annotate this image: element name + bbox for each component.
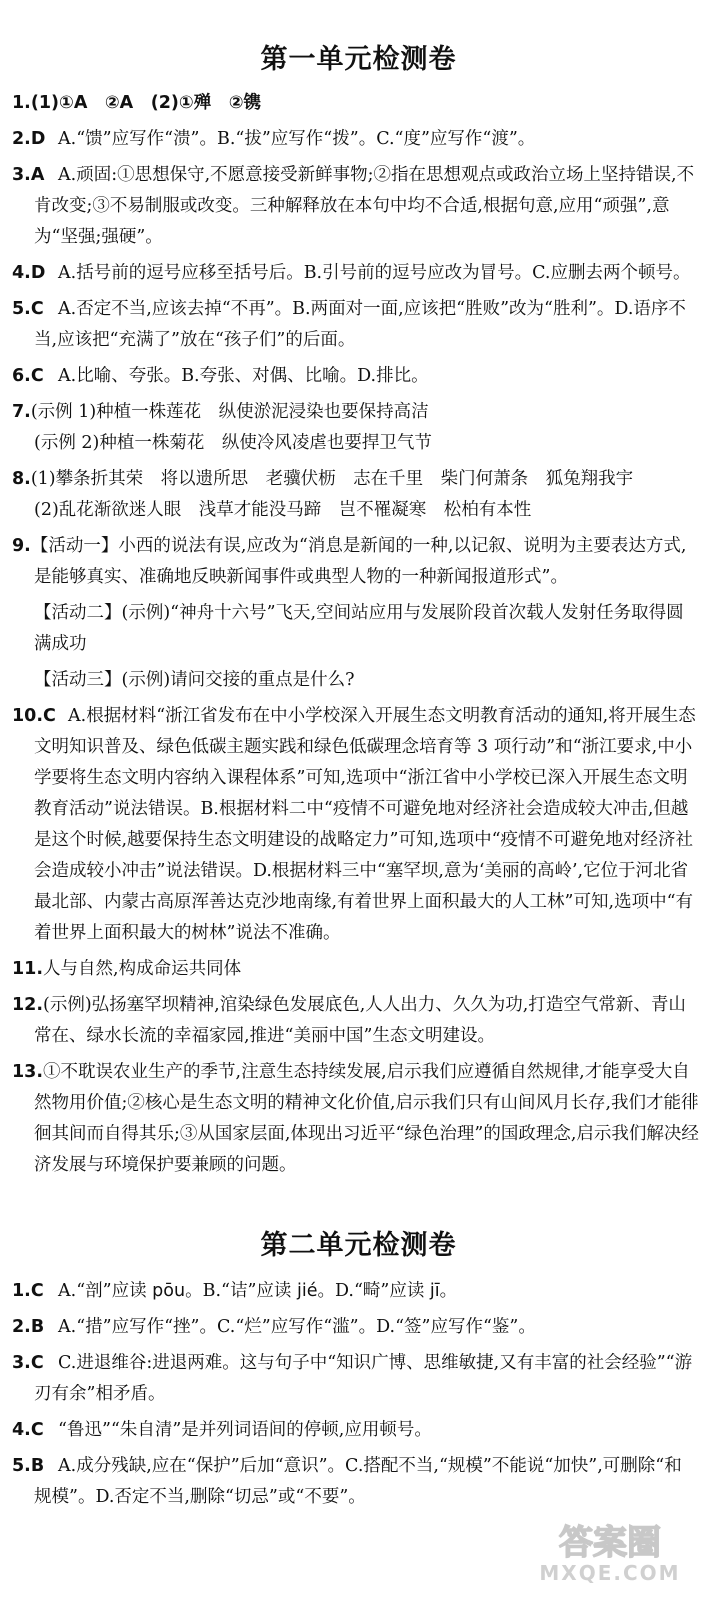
answer-10 (12, 701, 699, 949)
question-number: 4.C (12, 1420, 44, 1440)
answer-1 (12, 88, 699, 119)
answer-text: C.进退维谷:进退两难。这与句子中“知识广博、思维敏捷,又有丰富的社会经验”“游刃有余”相矛盾。 (34, 1353, 693, 1404)
answer-13 (12, 1057, 699, 1181)
answer-5 (12, 1451, 699, 1513)
answer-text: A.成分残缺,应在“保护”后加“意识”。C.搭配不当,“规模”不能说“加快”,可删除“和规模”。D.否定不当,删除“切忌”或“不要”。 (34, 1456, 682, 1507)
answer-text: (1)①A ②A (2)①殚 ②镌 (30, 93, 262, 113)
answer-text: A.“措”应写作“挫”。C.“烂”应写作“滥”。D.“签”应写作“鉴”。 (58, 1317, 536, 1337)
answer-4 (12, 258, 699, 289)
answer-7 (12, 397, 699, 428)
question-number: 2.B (12, 1317, 45, 1337)
answer-text: ①不耽误农业生产的季节,注意生态持续发展,启示我们应遵循自然规律,才能享受大自然物用价值;②核心是生态文明的精神文化价值,启示我们只有山间风月长存,我们才能徘徊其间而自得其乐;③从国家层面,体现出习近平“绿色治理”的国政理念,启示我们解决经济发展与环境保护要兼顾的问题。 (34, 1062, 699, 1175)
answer-text: A.否定不当,应该去掉“不再”。B.两面对一面,应该把“胜败”改为“胜利”。D.语序不当,应该把“充满了”放在“孩子们”的后面。 (34, 299, 686, 350)
answer-text: A.括号前的逗号应移至括号后。B.引号前的逗号应改为冒号。C.应删去两个顿号。 (58, 263, 691, 283)
answer-4 (12, 1415, 699, 1446)
answer-text: A.“馈”应写作“溃”。B.“拔”应写作“拨”。C.“度”应写作“渡”。 (58, 129, 536, 149)
question-number: 10.C (12, 706, 56, 726)
question-number: 4.D (12, 263, 46, 283)
answer-8 (12, 464, 699, 495)
answer-3 (12, 1348, 699, 1410)
question-number: 9. (12, 536, 31, 556)
question-number: 5.B (12, 1456, 45, 1476)
pinyin: pōu (152, 1281, 186, 1301)
watermark-url: MXQE.COM (539, 1561, 681, 1585)
answer-12 (12, 990, 699, 1052)
answer-5 (12, 294, 699, 356)
answer-1 (12, 1276, 699, 1307)
activity-1: 【活动一】小西的说法有误,应改为“消息是新闻的一种,以记叙、说明为主要表达方式,是能够真实、准确地反映新闻事件或典型人物的一种新闻报道形式”。 (30, 536, 687, 587)
pinyin: jī (429, 1281, 440, 1301)
answer-line: (示例 1)种植一株莲花 纵使淤泥浸染也要保持高洁 (30, 402, 429, 422)
question-number: 7. (12, 402, 31, 422)
question-number: 12. (12, 995, 44, 1015)
answer-text: A.比喻、夸张。B.夸张、对偶、比喻。D.排比。 (58, 366, 429, 386)
answer-text: A.根据材料“浙江省发布在中小学校深入开展生态文明教育活动的通知,将开展生态文明知识普及、绿色低碳主题实践和绿色低碳理念培育等 3 项行动”和“浙江要求,中小学要将生态文明内容纳入课程体系”可知,选项中“浙江省中小学校已深入开展生态文明教育活动”说法错误。B.根据材料二中“疫情不可避免地对经济社会造成较大冲击,但越是这个时候,越要保持生态文明建设的战略定力”可知,选项中“疫情不可避免地对经济社会造成较小冲击”说法错误。D.根据材料三中“塞罕坝,意为‘美丽的高岭’,它位于河北省最北部、内蒙古高原浑善达克沙地南缘,有着世界上面积最大的人工林”可知,选项中“有着世界上面积最大的树林”说法不准确。 (34, 706, 696, 943)
unit2-answers (12, 1276, 699, 1518)
answer-text: A.顽固:①思想保守,不愿意接受新鲜事物;②指在思想观点或政治立场上坚持错误,不肯改变;③不易制服或改变。三种解释放在本句中均不合适,根据句意,应用“顽强”,意为“坚强;强硬”。 (34, 165, 695, 247)
answer-line: (1)攀条折其荣 将以遗所思 老骥伏枥 志在千里 柴门何萧条 狐兔翔我宇 (30, 469, 634, 489)
question-number: 6.C (12, 366, 44, 386)
unit2-title: 第二单元检测卷 (260, 1230, 457, 1261)
question-number: 11. (12, 959, 44, 979)
answer-11 (12, 954, 699, 985)
activity-2: 【活动二】(示例)“神舟十六号”飞天,空间站应用与发展阶段首次载人发射任务取得圆满成功 (34, 603, 684, 654)
unit1-answers (12, 88, 699, 1186)
answer-text: A.“剖”应读 (58, 1281, 153, 1301)
answer-3 (12, 160, 699, 253)
watermark-logo (515, 1516, 705, 1586)
question-number: 1.C (12, 1281, 44, 1301)
answer-2 (12, 1312, 699, 1343)
question-number: 13. (12, 1062, 44, 1082)
answer-text: 。D.“畸”应读 (317, 1281, 430, 1301)
activity-3: 【活动三】(示例)请问交接的重点是什么? (34, 670, 355, 690)
unit1-title: 第一单元检测卷 (260, 44, 457, 75)
answer-7-line-2: (示例 2)种植一株菊花 纵使冷风凌虐也要捍卫气节 (34, 433, 432, 453)
answer-2 (12, 124, 699, 155)
answer-9 (12, 531, 699, 593)
question-number: 8. (12, 469, 31, 489)
question-number: 1. (12, 93, 31, 113)
question-number: 5.C (12, 299, 44, 319)
answer-text: (示例)弘扬塞罕坝精神,涫染绿色发展底色,人人出力、久久为功,打造空气常新、青山常在、绿水长流的幸福家园,推进“美丽中国”生态文明建设。 (34, 995, 686, 1046)
answer-text: 人与自然,构成命运共同体 (43, 959, 242, 979)
answer-6 (12, 361, 699, 392)
pinyin: jié (296, 1281, 318, 1301)
question-number: 3.C (12, 1353, 44, 1373)
answer-8-line-2: (2)乱花渐欲迷人眼 浅草才能没马蹄 岂不罹凝寒 松柏有本性 (34, 500, 532, 520)
question-number: 3.A (12, 165, 45, 185)
answer-text: 。 (439, 1281, 458, 1301)
answer-text: “鲁迅”“朱自清”是并列词语间的停顿,应用顿号。 (58, 1420, 432, 1440)
watermark-text: 答案圈 (559, 1523, 661, 1563)
question-number: 2.D (12, 129, 46, 149)
answer-text: 。B.“诘”应读 (185, 1281, 297, 1301)
